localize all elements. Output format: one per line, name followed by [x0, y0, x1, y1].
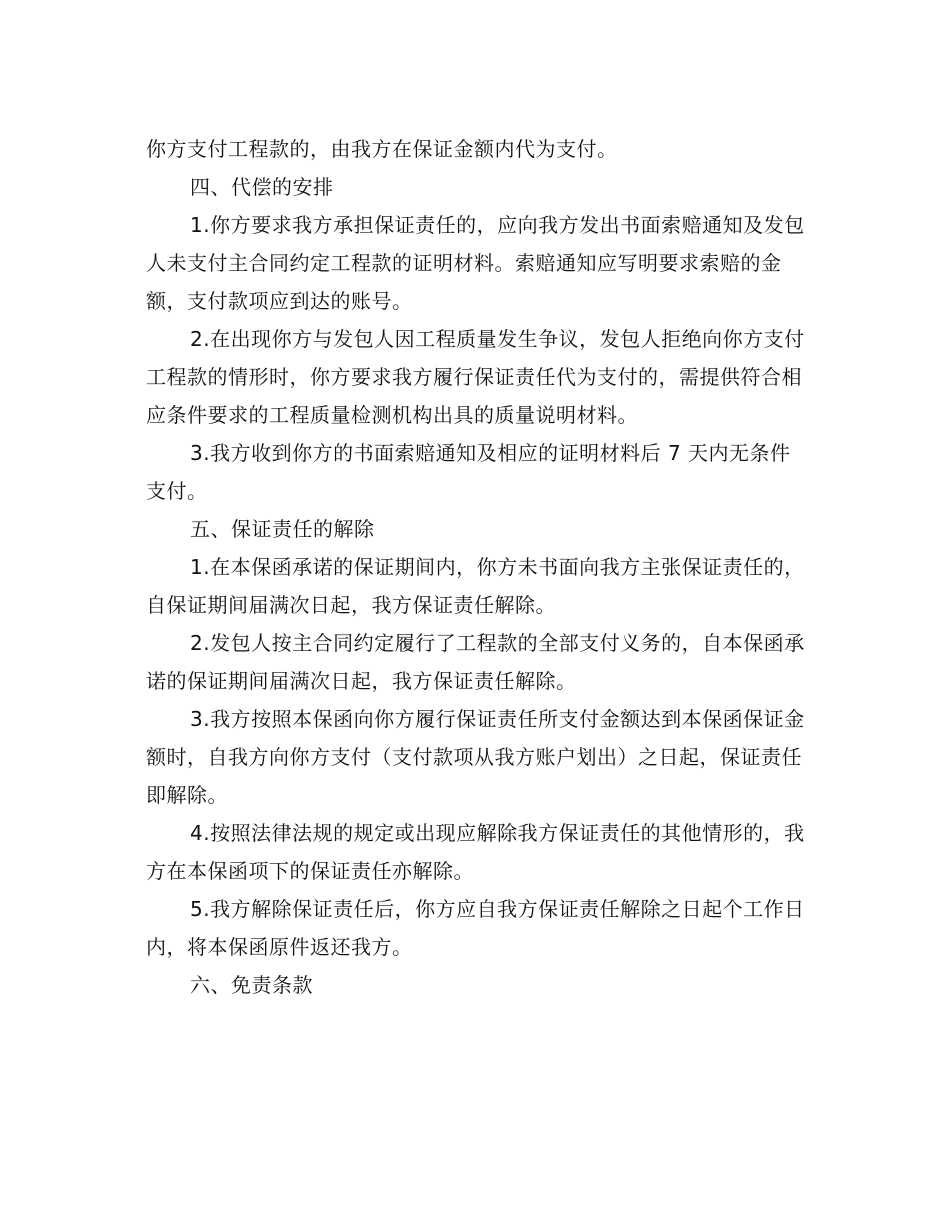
paragraph-5-1: 1.在本保函承诺的保证期间内，你方未书面向我方主张保证责任的，自保证期间届满次日起，我方保证责任解除。 [146, 555, 805, 617]
paragraph-5-5: 5.我方解除保证责任后，你方应自我方保证责任解除之日起个工作日内，将本保函原件返还我方。 [146, 897, 805, 959]
document-body [146, 130, 806, 1004]
section-heading-4: 四、代偿的安排 [190, 175, 334, 199]
section-heading-5: 五、保证责任的解除 [190, 517, 375, 541]
paragraph-5-3: 3.我方按照本保函向你方履行保证责任所支付金额达到本保函保证金额时，自我方向你方支付（支付款项从我方账户划出）之日起，保证责任即解除。 [146, 707, 805, 807]
paragraph-5-4: 4.按照法律法规的规定或出现应解除我方保证责任的其他情形的，我方在本保函项下的保证责任亦解除。 [146, 821, 805, 883]
paragraph-5-2: 2.发包人按主合同约定履行了工程款的全部支付义务的，自本保函承诺的保证期间届满次日起，我方保证责任解除。 [146, 631, 805, 693]
paragraph-4-1: 1.你方要求我方承担保证责任的，应向我方发出书面索赔通知及发包人未支付主合同约定工程款的证明材料。索赔通知应写明要求索赔的金额，支付款项应到达的账号。 [146, 213, 805, 313]
paragraph-continuation: 你方支付工程款的，由我方在保证金额内代为支付。 [146, 137, 618, 161]
section-heading-6: 六、免责条款 [190, 973, 313, 997]
paragraph-4-2: 2.在出现你方与发包人因工程质量发生争议，发包人拒绝向你方支付工程款的情形时，你方要求我方履行保证责任代为支付的，需提供符合相应条件要求的工程质量检测机构出具的质量说明材料。 [146, 327, 805, 427]
paragraph-4-3: 3.我方收到你方的书面索赔通知及相应的证明材料后 7 天内无条件支付。 [146, 441, 791, 503]
